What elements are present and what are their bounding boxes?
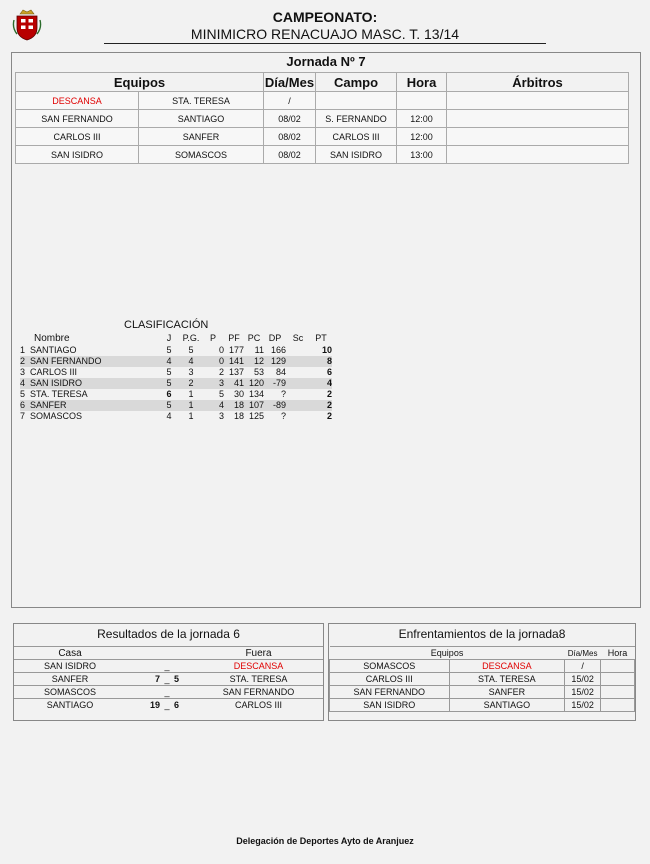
standing-pc: 11 — [254, 345, 264, 355]
next-matches-table — [329, 646, 635, 712]
header-fuera: Fuera — [194, 647, 323, 660]
standing-pt: 6 — [326, 367, 332, 377]
result-separator: _ — [160, 686, 174, 699]
standing-dp: ? — [280, 389, 286, 399]
standings-row — [20, 400, 332, 411]
next-matches-title: Enfrentamientos de la jornada8 — [398, 627, 566, 641]
standing-j: 5 — [158, 400, 180, 411]
title-underline — [104, 43, 546, 44]
standing-dp: 166 — [270, 345, 286, 355]
standing-dp: ? — [280, 411, 286, 421]
standing-name: CARLOS III — [30, 367, 78, 377]
standing-pt: 2 — [326, 411, 332, 421]
standing-pc: 120 — [244, 378, 264, 389]
match-row — [16, 110, 629, 128]
standing-pt: 10 — [321, 345, 332, 355]
next-home: CARLOS III — [330, 673, 450, 686]
header-equipos-next: Equipos — [330, 647, 565, 660]
standing-dp: -79 — [264, 378, 286, 389]
standing-pos: 4 — [20, 378, 30, 389]
match-field: SAN ISIDRO — [316, 146, 397, 164]
match-referees — [447, 128, 629, 146]
standing-name: SOMASCOS — [30, 411, 83, 421]
standing-j: 4 — [158, 356, 180, 367]
match-home: SAN ISIDRO — [16, 146, 139, 164]
standing-sc — [286, 411, 310, 422]
match-row — [16, 146, 629, 164]
standing-p: 0 — [218, 345, 224, 355]
standing-pc: 53 — [253, 367, 264, 377]
match-time — [397, 92, 447, 110]
header-pc: PC — [247, 333, 261, 343]
standing-pos: 5 — [20, 389, 26, 399]
result-away: DESCANSA — [194, 660, 323, 673]
next-date: 15/02 — [565, 699, 601, 712]
standing-pos: 3 — [20, 367, 26, 377]
next-home: SAN FERNANDO — [330, 686, 450, 699]
standings-header — [20, 332, 332, 345]
standing-pc: 134 — [248, 389, 264, 399]
match-referees — [447, 92, 629, 110]
standing-pt: 8 — [310, 356, 332, 367]
next-match-row — [330, 686, 635, 699]
standing-j: 5 — [166, 345, 172, 355]
standing-pf: 137 — [228, 367, 244, 377]
next-home: SAN ISIDRO — [330, 699, 450, 712]
standing-j: 5 — [158, 378, 180, 389]
match-away: SANTIAGO — [139, 110, 264, 128]
result-home: SANTIAGO — [14, 699, 126, 712]
standing-sc — [286, 400, 310, 411]
standing-sc — [286, 345, 310, 356]
next-matches-header — [330, 647, 635, 660]
clasificacion-title: CLASIFICACIÓN — [124, 319, 209, 331]
standing-pf: 41 — [224, 378, 244, 389]
result-separator: _ — [160, 673, 174, 686]
match-date: 08/02 — [264, 128, 316, 146]
standing-pt: 2 — [326, 389, 332, 399]
standing-p: 5 — [218, 389, 224, 399]
match-field: S. FERNANDO — [316, 110, 397, 128]
match-date: 08/02 — [264, 110, 316, 128]
match-home: DESCANSA — [16, 92, 139, 110]
standing-p: 4 — [202, 400, 224, 411]
next-away: SANTIAGO — [449, 699, 565, 712]
match-date: / — [264, 92, 316, 110]
page-subtitle: MINIMICRO RENACUAJO MASC. T. 13/14 — [190, 26, 460, 42]
standing-pos: 6 — [20, 400, 30, 411]
standing-pc: 107 — [244, 400, 264, 411]
next-home: SOMASCOS — [330, 660, 450, 673]
standing-name: SAN ISIDRO — [30, 378, 158, 389]
page-title: CAMPEONATO: — [272, 9, 378, 25]
standing-pg: 1 — [180, 400, 202, 411]
result-away-score: 5 — [174, 673, 194, 686]
standing-j: 5 — [166, 367, 172, 377]
matches-header — [16, 73, 629, 92]
header-casa: Casa — [14, 647, 126, 660]
next-match-row — [330, 673, 635, 686]
next-time — [601, 699, 635, 712]
standing-pt: 2 — [310, 400, 332, 411]
result-away: STA. TERESA — [194, 673, 323, 686]
result-row — [14, 660, 323, 673]
standings-table — [20, 332, 332, 422]
standing-pf: 30 — [233, 389, 244, 399]
standing-name: SANTIAGO — [30, 345, 77, 355]
header-pt: PT — [315, 333, 327, 343]
standing-dp: 129 — [264, 356, 286, 367]
result-away-score — [174, 660, 194, 673]
result-home: SANFER — [14, 673, 126, 686]
header-fecha: Día/Mes — [264, 74, 315, 90]
header-fecha-next: Día/Mes — [565, 647, 601, 660]
result-away-score: 6 — [174, 699, 194, 712]
standing-pf: 141 — [224, 356, 244, 367]
result-home-score: 19 — [126, 699, 160, 712]
match-away: STA. TERESA — [139, 92, 264, 110]
match-row — [16, 128, 629, 146]
standing-p: 0 — [202, 356, 224, 367]
match-time: 13:00 — [397, 146, 447, 164]
match-away: SANFER — [139, 128, 264, 146]
result-home: SOMASCOS — [14, 686, 126, 699]
result-away-score — [174, 686, 194, 699]
match-referees — [447, 146, 629, 164]
header-pg: P.G. — [182, 333, 200, 343]
next-time — [601, 660, 635, 673]
standing-name: SAN FERNANDO — [30, 356, 158, 367]
standing-sc — [286, 389, 310, 400]
header-p: P — [209, 333, 216, 343]
match-row — [16, 92, 629, 110]
results-title: Resultados de la jornada 6 — [97, 627, 240, 641]
result-home-score — [126, 660, 160, 673]
next-away: SANFER — [449, 686, 565, 699]
standing-sc — [286, 356, 310, 367]
header-arbitros: Árbitros — [447, 73, 629, 92]
standing-pos: 7 — [20, 411, 26, 421]
standings-row — [20, 411, 332, 422]
standing-p: 2 — [218, 367, 224, 377]
result-home-score — [126, 686, 160, 699]
standing-pg: 1 — [188, 389, 194, 399]
jornada-panel — [11, 52, 641, 608]
standing-pg: 3 — [188, 367, 194, 377]
result-row — [14, 673, 323, 686]
results-header — [14, 647, 323, 660]
standing-pg: 2 — [180, 378, 202, 389]
standing-sc — [286, 367, 310, 378]
standing-pt: 4 — [310, 378, 332, 389]
header-hora-next: Hora — [601, 647, 635, 660]
result-separator: _ — [160, 699, 174, 712]
standing-pos: 1 — [20, 345, 26, 355]
standing-j: 6 — [166, 389, 172, 399]
jornada-title: Jornada Nº 7 — [286, 54, 366, 69]
result-away: CARLOS III — [194, 699, 323, 712]
next-match-row — [330, 699, 635, 712]
standing-pg: 4 — [180, 356, 202, 367]
next-time — [601, 673, 635, 686]
next-time — [601, 686, 635, 699]
header-sc: Sc — [292, 333, 304, 343]
standings-row — [20, 389, 332, 400]
standing-pf: 18 — [233, 411, 244, 421]
result-home: SAN ISIDRO — [14, 660, 126, 673]
standing-pg: 5 — [188, 345, 194, 355]
match-time: 12:00 — [397, 128, 447, 146]
standing-p: 3 — [218, 411, 224, 421]
result-row — [14, 699, 323, 712]
result-away: SAN FERNANDO — [194, 686, 323, 699]
standing-dp: 84 — [275, 367, 286, 377]
header-campo: Campo — [316, 73, 397, 92]
match-date: 08/02 — [264, 146, 316, 164]
header-dp: DP — [268, 333, 282, 343]
match-referees — [447, 110, 629, 128]
results-table — [14, 646, 323, 711]
standings-row — [20, 367, 332, 378]
next-date: 15/02 — [565, 673, 601, 686]
match-home: SAN FERNANDO — [16, 110, 139, 128]
standing-pos: 2 — [20, 356, 30, 367]
standing-j: 4 — [166, 411, 172, 421]
standings-row — [20, 345, 332, 356]
standing-dp: -89 — [264, 400, 286, 411]
next-away: DESCANSA — [449, 660, 565, 673]
next-away: STA. TERESA — [449, 673, 565, 686]
match-field — [316, 92, 397, 110]
result-home-score: 7 — [126, 673, 160, 686]
next-date: 15/02 — [565, 686, 601, 699]
standing-p: 3 — [202, 378, 224, 389]
header-nombre: Nombre — [34, 333, 70, 344]
result-row — [14, 686, 323, 699]
standing-pf: 18 — [224, 400, 244, 411]
match-time: 12:00 — [397, 110, 447, 128]
standing-pf: 177 — [228, 345, 244, 355]
standings-row — [20, 356, 332, 367]
standing-pc: 125 — [248, 411, 264, 421]
footer-text: Delegación de Deportes Ayto de Aranjuez — [236, 836, 414, 846]
matches-table — [15, 72, 629, 164]
result-separator: _ — [160, 660, 174, 673]
match-away: SOMASCOS — [139, 146, 264, 164]
header-hora: Hora — [397, 73, 447, 92]
standing-pg: 1 — [188, 411, 194, 421]
standings-row — [20, 378, 332, 389]
standing-pc: 12 — [244, 356, 264, 367]
results-panel — [13, 623, 324, 721]
standing-sc — [286, 378, 310, 389]
next-date: / — [565, 660, 601, 673]
next-match-row — [330, 660, 635, 673]
match-field: CARLOS III — [316, 128, 397, 146]
standing-name: SANFER — [30, 400, 158, 411]
header-equipos: Equipos — [16, 73, 264, 92]
header-j: J — [166, 333, 172, 343]
match-home: CARLOS III — [16, 128, 139, 146]
standing-name: STA. TERESA — [30, 389, 88, 399]
next-matches-panel — [328, 623, 636, 721]
header-pf: PF — [228, 333, 240, 343]
